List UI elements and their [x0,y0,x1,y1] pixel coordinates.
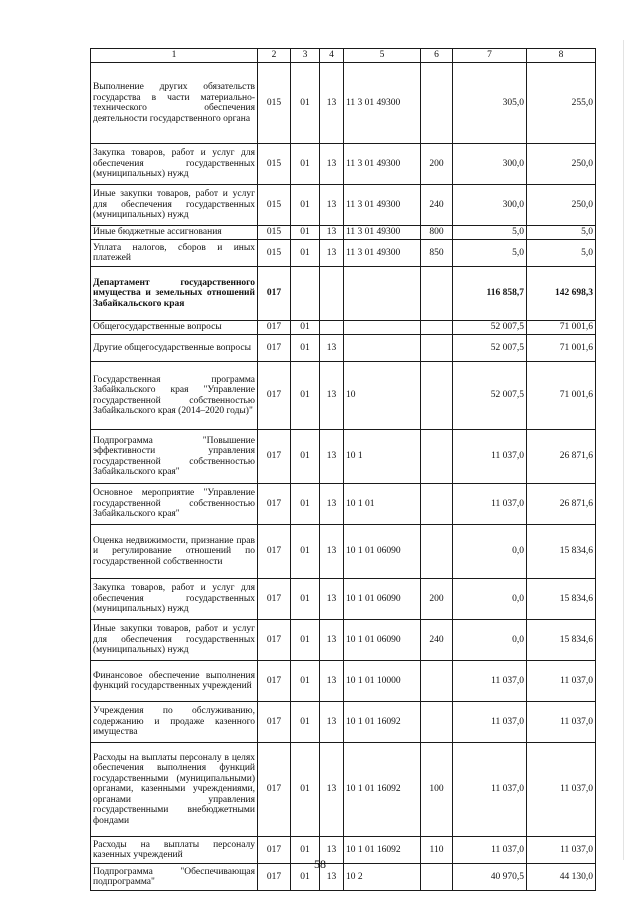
row-pr [320,321,344,335]
row-name: Расходы на выплаты персоналу в целях обеспечения выполнения функций государственными (муниципальными) органами, казенными учреждениями, органами управления государственными внебюджетными фондами [91,743,258,837]
row-sum-2: 5,0 [527,240,596,267]
row-name: Учреждения по обслуживанию, содержанию и продаже казенного имущества [91,702,258,743]
row-vr [421,63,453,144]
row-ved: 015 [258,226,291,240]
row-csr: 10 1 01 06090 [344,579,421,620]
row-sum-2: 11 037,0 [527,661,596,702]
row-sum-1: 11 037,0 [453,661,527,702]
row-sum-1: 52 007,5 [453,321,527,335]
row-pr: 13 [320,240,344,267]
row-pr: 13 [320,335,344,362]
row-csr: 10 1 01 [344,484,421,525]
row-rz: 01 [291,702,320,743]
row-sum-2: 142 698,3 [527,267,596,321]
table-row-department [91,267,596,321]
row-csr: 10 1 01 10000 [344,661,421,702]
row-ved: 017 [258,579,291,620]
row-sum-1: 11 037,0 [453,484,527,525]
row-csr [344,267,421,321]
row-rz: 01 [291,430,320,484]
table-row [91,430,596,484]
row-rz: 01 [291,63,320,144]
header-col-7: 7 [453,49,527,63]
row-rz: 01 [291,484,320,525]
row-sum-1: 11 037,0 [453,837,527,864]
table-row [91,620,596,661]
row-pr: 13 [320,185,344,226]
row-ved: 017 [258,335,291,362]
row-sum-1: 5,0 [453,240,527,267]
row-sum-2: 11 037,0 [527,837,596,864]
row-rz: 01 [291,743,320,837]
row-pr: 13 [320,620,344,661]
row-sum-2: 250,0 [527,185,596,226]
row-rz: 01 [291,864,320,891]
row-name: Иные закупки товаров, работ и услуг для обеспечения государственных (муниципальных) нужд [91,185,258,226]
row-ved: 017 [258,743,291,837]
row-ved: 017 [258,864,291,891]
row-rz: 01 [291,226,320,240]
row-sum-1: 300,0 [453,144,527,185]
row-sum-1: 52 007,5 [453,362,527,430]
row-csr: 11 3 01 49300 [344,63,421,144]
table-row [91,144,596,185]
header-row [91,49,596,63]
row-name: Основное мероприятие "Управление государственной собственностью Забайкальского края" [91,484,258,525]
row-name: Другие общегосударственные вопросы [91,335,258,362]
row-sum-1: 11 037,0 [453,430,527,484]
row-sum-1: 5,0 [453,226,527,240]
scan-edge-line [623,40,624,860]
table-row [91,185,596,226]
row-vr [421,484,453,525]
row-sum-2: 11 037,0 [527,743,596,837]
row-vr [421,267,453,321]
row-sum-2: 255,0 [527,63,596,144]
table-row [91,743,596,837]
row-name: Общегосударственные вопросы [91,321,258,335]
row-csr: 10 1 [344,430,421,484]
row-name: Финансовое обеспечение выполнения функций государственных учреждений [91,661,258,702]
row-name: Государственная программа Забайкальского края "Управление государственной собственностью Забайкальского края (2014–2020 годы)" [91,362,258,430]
row-rz: 01 [291,185,320,226]
row-sum-2: 26 871,6 [527,484,596,525]
row-rz: 01 [291,525,320,579]
table-row [91,661,596,702]
row-sum-2: 15 834,6 [527,525,596,579]
row-sum-1: 305,0 [453,63,527,144]
row-sum-1: 0,0 [453,579,527,620]
row-ved: 017 [258,525,291,579]
table-row [91,240,596,267]
row-vr: 200 [421,144,453,185]
row-name: Выполнение других обязательств государства в части материально-технического обеспечения деятельности государственного органа [91,63,258,144]
row-sum-2: 250,0 [527,144,596,185]
row-pr: 13 [320,430,344,484]
row-ved: 017 [258,661,291,702]
row-vr [421,525,453,579]
row-ved: 017 [258,620,291,661]
row-name: Расходы на выплаты персоналу казенных учреждений [91,837,258,864]
row-sum-1: 116 858,7 [453,267,527,321]
row-ved: 017 [258,362,291,430]
row-sum-2: 71 001,6 [527,321,596,335]
row-csr: 10 1 01 16092 [344,837,421,864]
row-sum-1: 11 037,0 [453,743,527,837]
row-pr: 13 [320,144,344,185]
row-csr: 10 2 [344,864,421,891]
row-csr: 11 3 01 49300 [344,144,421,185]
row-rz: 01 [291,620,320,661]
row-sum-2: 5,0 [527,226,596,240]
row-vr [421,362,453,430]
table-row [91,484,596,525]
row-csr: 10 1 01 16092 [344,702,421,743]
table-row [91,335,596,362]
row-pr: 13 [320,837,344,864]
row-pr: 13 [320,525,344,579]
row-pr: 13 [320,579,344,620]
row-rz: 01 [291,661,320,702]
row-ved: 017 [258,321,291,335]
row-csr: 11 3 01 49300 [344,226,421,240]
row-name: Закупка товаров, работ и услуг для обеспечения государственных (муниципальных) нужд [91,144,258,185]
row-rz: 01 [291,321,320,335]
row-csr [344,321,421,335]
row-name: Иные бюджетные ассигнования [91,226,258,240]
row-vr: 200 [421,579,453,620]
row-sum-2: 15 834,6 [527,620,596,661]
row-pr: 13 [320,864,344,891]
row-rz: 01 [291,837,320,864]
row-ved: 015 [258,144,291,185]
row-vr: 240 [421,620,453,661]
row-pr: 13 [320,63,344,144]
row-name: Оценка недвижимости, признание прав и регулирование отношений по государственной собственности [91,525,258,579]
page-number: 58 [314,857,326,871]
row-csr: 10 [344,362,421,430]
row-csr: 11 3 01 49300 [344,240,421,267]
row-sum-1: 11 037,0 [453,702,527,743]
row-csr [344,335,421,362]
row-sum-1: 0,0 [453,525,527,579]
header-col-1: 1 [91,49,258,63]
row-name: Подпрограмма "Повышение эффективности управления государственной собственностью Забайкальского края" [91,430,258,484]
row-ved: 017 [258,430,291,484]
row-name: Иные закупки товаров, работ и услуг для обеспечения государственных (муниципальных) нужд [91,620,258,661]
row-vr: 240 [421,185,453,226]
row-sum-1: 300,0 [453,185,527,226]
row-csr: 10 1 01 06090 [344,620,421,661]
row-rz: 01 [291,335,320,362]
table-row [91,321,596,335]
header-col-3: 3 [291,49,320,63]
budget-table [90,48,596,891]
header-col-6: 6 [421,49,453,63]
row-vr: 850 [421,240,453,267]
row-vr [421,430,453,484]
row-csr: 10 1 01 16092 [344,743,421,837]
row-vr: 110 [421,837,453,864]
row-sum-1: 52 007,5 [453,335,527,362]
row-vr [421,661,453,702]
row-ved: 017 [258,484,291,525]
row-pr: 13 [320,743,344,837]
row-ved: 017 [258,702,291,743]
row-rz: 01 [291,362,320,430]
row-vr [421,321,453,335]
row-pr: 13 [320,661,344,702]
row-pr: 13 [320,362,344,430]
row-ved: 015 [258,185,291,226]
header-col-2: 2 [258,49,291,63]
header-col-8: 8 [527,49,596,63]
row-vr: 100 [421,743,453,837]
row-vr [421,702,453,743]
row-rz: 01 [291,144,320,185]
row-name: Закупка товаров, работ и услуг для обеспечения государственных (муниципальных) нужд [91,579,258,620]
header-col-5: 5 [344,49,421,63]
row-sum-2: 15 834,6 [527,579,596,620]
row-pr: 13 [320,484,344,525]
row-ved: 015 [258,240,291,267]
row-sum-2: 71 001,6 [527,362,596,430]
row-csr: 11 3 01 49300 [344,185,421,226]
row-vr [421,335,453,362]
table-row [91,702,596,743]
row-ved: 017 [258,837,291,864]
table-row [91,63,596,144]
header-col-4: 4 [320,49,344,63]
row-rz: 01 [291,579,320,620]
row-name: Подпрограмма "Обеспечивающая подпрограмма" [91,864,258,891]
row-pr: 13 [320,702,344,743]
row-sum-2: 11 037,0 [527,702,596,743]
row-rz: 01 [291,240,320,267]
row-ved: 015 [258,63,291,144]
row-vr: 800 [421,226,453,240]
row-csr: 10 1 01 06090 [344,525,421,579]
table-row [91,226,596,240]
row-name: Департамент государственного имущества и земельных отношений Забайкальского края [91,267,258,321]
table-row [91,579,596,620]
row-rz [291,267,320,321]
row-ved: 017 [258,267,291,321]
row-sum-1: 40 970,5 [453,864,527,891]
row-pr: 13 [320,226,344,240]
row-sum-2: 26 871,6 [527,430,596,484]
row-name: Уплата налогов, сборов и иных платежей [91,240,258,267]
row-pr [320,267,344,321]
table-row [91,362,596,430]
row-sum-2: 71 001,6 [527,335,596,362]
row-sum-2: 44 130,0 [527,864,596,891]
row-sum-1: 0,0 [453,620,527,661]
table-row [91,525,596,579]
